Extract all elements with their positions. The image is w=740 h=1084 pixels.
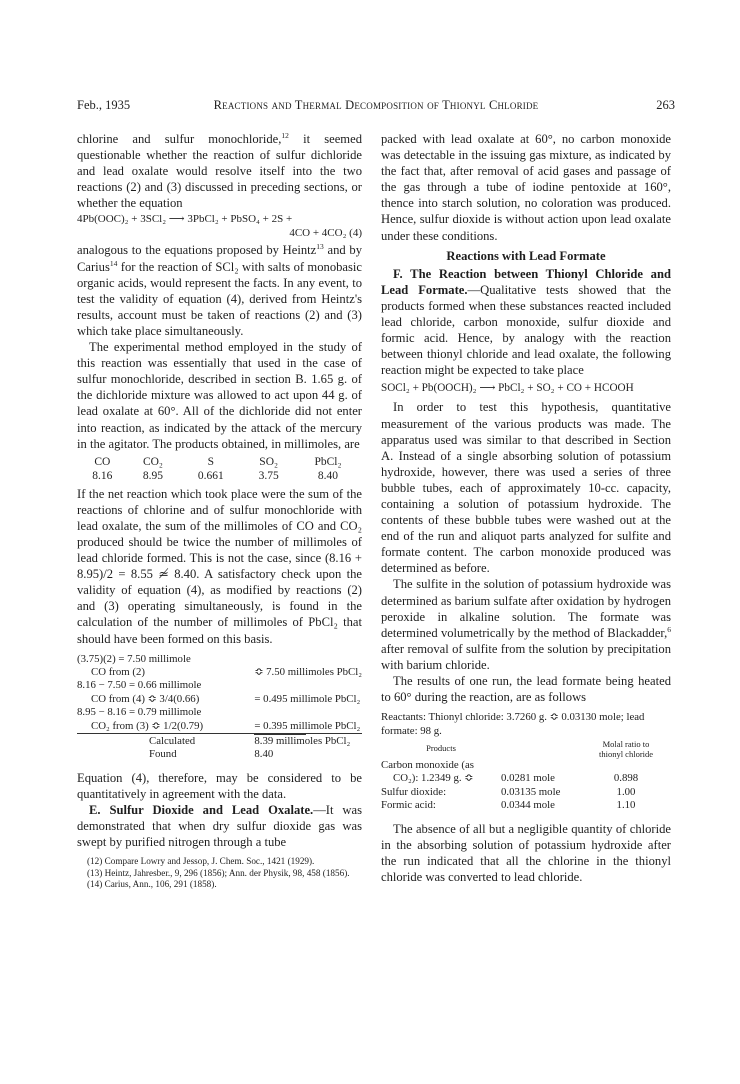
footnote-ref[interactable]: 13: [316, 242, 324, 252]
paragraph: The absence of all but a negligible quantity of chloride in the absorbing solution of potassium hydroxide after the run indicated that all the chlorine in the thionyl chloride was converted to lead chloride.: [381, 821, 671, 884]
left-column: [77, 131, 362, 891]
paragraph: Equation (4), therefore, may be considered to be quantitatively in agreement with the data.: [77, 770, 362, 801]
footnote-ref[interactable]: 12: [281, 130, 289, 140]
run-results: [381, 711, 671, 812]
footnote-ref[interactable]: 6: [667, 624, 671, 634]
products-table: [77, 455, 362, 483]
table-header-cell: Products: [426, 743, 456, 753]
footnote: (14) Carius, Ann., 106, 291 (1858).: [87, 879, 217, 890]
section-e: E. Sulfur Dioxide and Lead Oxalate.—It was demonstrated that when dry sulfur dioxide gas was swept by purified nitrogen through a tube: [77, 803, 362, 850]
paragraph: In order to test this hypothesis, quantitative measurement of the various products was made. The apparatus used was similar to that described in Section A. Instead of a single absorbing solution of potassium hydroxide, however, there was used a series of three bubble tubes, each of approximately 10-cc. capacity, containing a solution of potassium hydroxide. The contents of these bubble tubes were washed out at the end of the run and aliquot parts analyzed for sulfite and formate content. The carbon monoxide produced was determined as before.: [381, 400, 671, 576]
table-cell: 8.16: [92, 469, 113, 482]
paragraph: The experimental method employed in the study of this reaction was essentially that used in the case of sulfur monochloride, described in section B. 1.65 g. of the dichloride mixture was allowed to act upon 44 g. of lead oxalate at 60°. All of the dichloride did not enter into reaction, as indicated by the attack of the mercury in the agitator. The products obtained, in millimoles, are: [77, 340, 362, 451]
footnote: (12) Compare Lowry and Jessop, J. Chem. Soc., 1421 (1929).: [87, 856, 315, 867]
page-number: 263: [656, 98, 675, 112]
table-header-cell: CO: [94, 455, 111, 468]
running-header: [77, 98, 675, 116]
paragraph: packed with lead oxalate at 60°, no carbon monoxide was detectable in the issuing gas mixture, as indicated by the fact that, after removal of acid gases and passage of the gas through a tube of iodine pentoxide at 160°, thence into starch solution, no coloration was produced. Hence, sulfur dioxide is without action upon lead oxalate under these conditions.: [381, 132, 671, 243]
table-header-cell: thionyl chloride: [598, 748, 654, 759]
paragraph: If the net reaction which took place were the sum of the reactions of chlorine and of sulfur monochloride with lead oxalate, the sum of the millimoles of CO and CO₂ produced should be twice the number of millimoles of lead chloride formed. This is not the case, since (8.16 + 8.95)/2 = 8.55 ≄ 8.40. A satisfactory check upon the validity of equation (4), as modified by reactions (2) and (3) operating simultaneously, is found in the calculation of the number of millimoles of PbCl₂ that should have been formed on this basis.: [77, 486, 362, 646]
table-header-cell: CO₂: [142, 455, 163, 468]
table-cell: 0.661: [197, 469, 224, 482]
paragraph: analogous to the equations proposed by Heintz$^{13}$ and by Carius$^{14}$ for the reaction of SCl₂ with salts of monobasic organic acids, would represent the facts. In any event, to test the validity of equation (4), derived from Heintz's results, account must be taken of reactions (2) and (3) which take place simultaneously.: [77, 242, 362, 338]
paragraph: chlorine and sulfur monochloride,$^{12}$ it seemed questionable whether the reaction of sulfur dichloride and lead oxalate would resolve itself into the two reactions (2) and (3) discussed in preceding sections, or whether the equation: [77, 130, 362, 211]
footnotes: [77, 856, 362, 891]
table-header-cell: PbCl₂: [314, 455, 342, 468]
table-header-cell: Molal ratio to: [602, 739, 650, 749]
header-date: Feb., 1935: [77, 98, 131, 112]
section-heading-center: Reactions with Lead Formate: [446, 248, 606, 263]
footnote-ref[interactable]: 14: [109, 258, 118, 268]
paragraph: The sulfite in the solution of potassium hydroxide was determined as barium sulfate after oxidation by hydrogen peroxide in alkaline solution. The formate was determined volumetrically by the method of Blackadder,$^6$ after removal of sulfite from the solution by precipitation with barium chloride.: [381, 577, 671, 672]
table-cell: 3.75: [258, 469, 279, 482]
section-f: F. The Reaction between Thionyl Chloride and Lead Formate.—Qualitative tests showed that the products formed when these substances reacted included lead chloride, carbon monoxide, sulfur dioxide and formic acid. Hence, by analogy with the reaction between thionyl chloride and lead oxalate, the following reaction might be expected to take place: [381, 266, 671, 378]
table-header-cell: S: [207, 455, 214, 468]
table-cell: 8.95: [142, 469, 163, 482]
results-table: Products Molal ratio to thionyl chloride Carbon monoxide (as CO₂): 1.2349 g. ≎ 0.0281 mole 0.898 Sulfur dioxide: 0.03135 mole 1.00 Formic acid: 0.0344 mole 1.10: [381, 739, 654, 812]
table-header-cell: SO₂: [259, 455, 279, 468]
header-title: Reactions and Thermal Decomposition of Thionyl Chloride: [213, 98, 539, 112]
paragraph: The results of one run, the lead formate being heated to 60° during the reaction, are as follows: [381, 674, 671, 705]
reactants-line: Reactants: Thionyl chloride: 3.7260 g. ≎ 0.03130 mole; lead formate: 98 g.: [381, 711, 645, 737]
footnote: (13) Heintz, Jahresber., 9, 296 (1856); Ann. der Physik, 98, 458 (1856).: [87, 867, 350, 878]
section-heading: E. Sulfur Dioxide and Lead Oxalate.: [89, 803, 314, 818]
pbcl2-calculation: (3.75)(2) = 7.50 millimole CO from (2) ≎ 7.50 millimoles PbCl₂ 8.16 − 7.50 = 0.66 millimole CO from (4) ≎ 3/4(0.66) = 0.495 millimole PbCl₂ 8.95 − 8.16 = 0.79 millimole CO₂ from (3) ≎ 1/2(0.79) = 0.395 millimole PbCl₂ Calculated 8.39 millimoles PbCl₂ Found 8.40: [77, 652, 362, 761]
table-cell: 8.40: [317, 469, 339, 482]
formate-equation: SOCl₂ + Pb(OOCH)₂ ⟶ PbCl₂ + SO₂ + CO + HCOOH: [381, 382, 634, 395]
section-heading: F. The Reaction between Thionyl Chloride and Lead Formate.: [381, 266, 671, 297]
right-column: [381, 131, 671, 885]
equation-4: 4Pb(OOC)₂ + 3SCl₂ ⟶ 3PbCl₂ + PbSO₄ + 2S + 4CO + 4CO₂ (4): [77, 213, 362, 240]
